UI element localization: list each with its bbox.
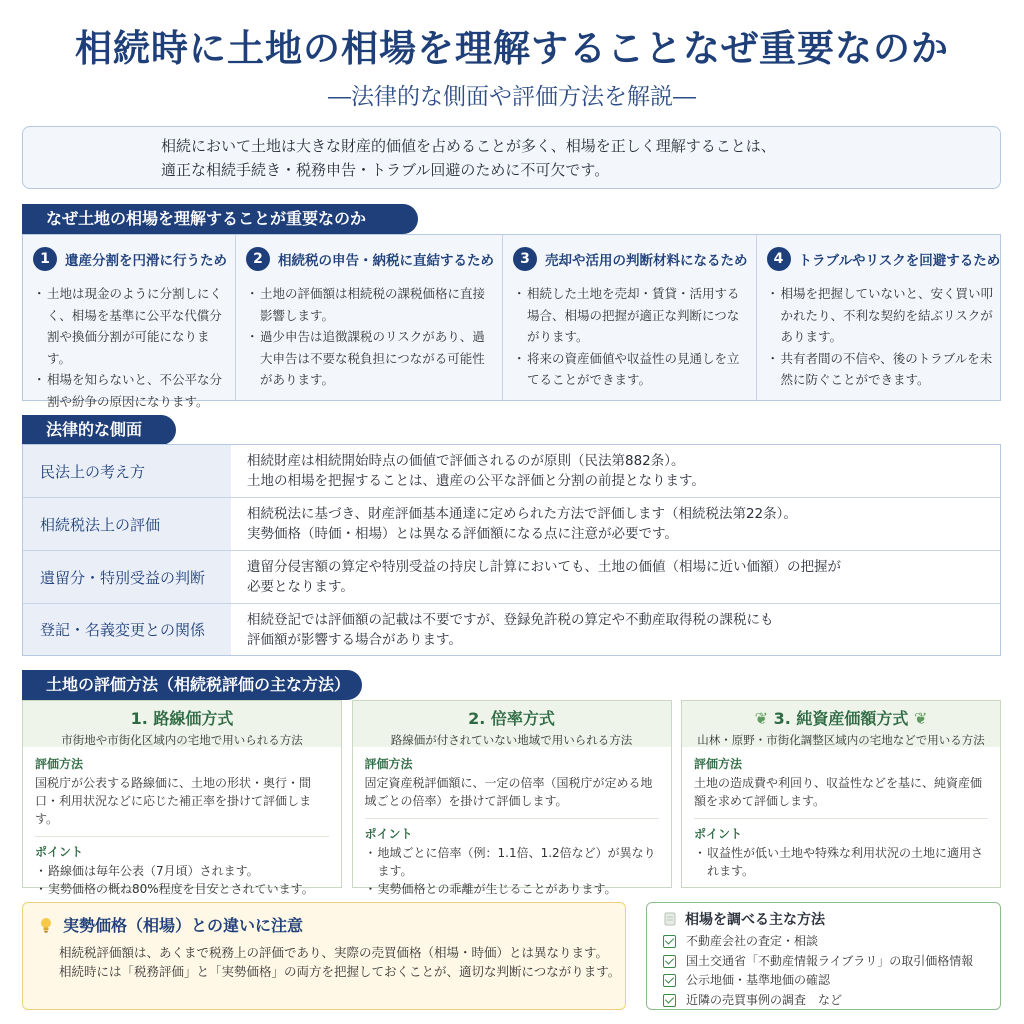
- list-item: ・ 共有者間の不信や、後のトラブルを未然に防ぐことができます。: [767, 348, 1001, 391]
- intro-box: [22, 126, 1001, 189]
- methods-panel: [22, 700, 1001, 896]
- list-item: ・ 土地は現金のように分割しにくく、相場を基準に公平な代償分割や換価分割が可能になります。: [33, 283, 227, 369]
- reason-card: [757, 235, 1009, 400]
- table-row: [23, 498, 1000, 551]
- point-label: ポイント: [364, 827, 413, 841]
- number-badge: 4: [767, 247, 791, 271]
- lightbulb-icon: [37, 916, 55, 934]
- checkbox-icon: [663, 994, 676, 1007]
- divider: [694, 818, 988, 819]
- list-item: ・ 土地の評価額は相続税の課税価格に直接影響します。: [246, 283, 494, 326]
- method-label: 評価方法: [364, 757, 413, 771]
- method-card: [681, 700, 1001, 888]
- number-badge: 1: [33, 247, 57, 271]
- reason-card: [503, 235, 757, 400]
- document-icon: [663, 912, 677, 926]
- reason-card: [23, 235, 236, 409]
- table-row: [23, 551, 1000, 604]
- checkbox-icon: [663, 955, 676, 968]
- number-badge: 3: [513, 247, 537, 271]
- row-text: 必要となります。: [247, 579, 354, 595]
- list-item: [663, 952, 1000, 972]
- row-label: 相続税法上の評価: [23, 498, 231, 550]
- method-label: 評価方法: [35, 757, 84, 771]
- list-item-text: 近隣の売買事例の調査 など: [686, 992, 843, 1007]
- method-subtitle: 市街地や市街化区域内の宅地で用いられる方法: [61, 733, 303, 747]
- table-row: [23, 604, 1000, 655]
- intro-line: 相続において土地は大きな財産的価値を占めることが多く、相場を正しく理解することは、: [161, 137, 776, 155]
- point-label: ポイント: [694, 827, 743, 841]
- howto-box: [646, 902, 1001, 1010]
- list-item: ・ 路線価は毎年公表（7月頃）されます。: [35, 862, 329, 880]
- list-item: ・ 実勢価格の概ね80%程度を目安とされています。: [35, 880, 329, 898]
- method-title: 3. 純資産価額方式: [773, 709, 909, 728]
- warning-box: [22, 902, 626, 1010]
- checkbox-icon: [663, 974, 676, 987]
- row-value: [231, 551, 1000, 603]
- reason-card: [236, 235, 503, 400]
- method-title: 1. 路線価方式: [130, 709, 234, 728]
- method-description: 固定資産税評価額に、一定の倍率（国税庁が定める地域ごとの倍率）を掛けて評価します。: [364, 776, 653, 808]
- divider: [35, 836, 329, 837]
- divider: [365, 818, 659, 819]
- method-subtitle: 路線価が付されていない地域で用いられる方法: [390, 733, 633, 747]
- intro-line: 適正な相続手続き・税務申告・トラブル回避のために不可欠です。: [161, 161, 610, 179]
- method-description: 国税庁が公表する路線価に、土地の形状・奥行・間口・利用状況などに応じた補正率を掛けて評価します。: [35, 776, 312, 826]
- legal-table: [22, 444, 1001, 656]
- section-heading-methods: 土地の評価方法（相続税評価の主な方法）: [22, 670, 362, 700]
- checkbox-icon: [663, 935, 676, 948]
- number-badge: 2: [246, 247, 270, 271]
- reason-title: トラブルやリスクを回避するため: [798, 253, 1001, 269]
- row-text: 評価額が影響する場合があります。: [247, 632, 462, 648]
- row-value: [231, 604, 1000, 655]
- row-text: 土地の相場を把握することは、遺産の公平な評価と分割の前提となります。: [247, 473, 705, 489]
- reason-title: 売却や活用の判断材料になるため: [545, 253, 748, 269]
- method-label: 評価方法: [694, 757, 743, 771]
- list-item: ・ 過少申告は追徴課税のリスクがあり、過大申告は不要な税負担につながる可能性があります。: [246, 326, 494, 391]
- row-label: 民法上の考え方: [23, 445, 231, 497]
- list-item: [663, 971, 1000, 991]
- row-text: 相続税法に基づき、財産評価基本通達に定められた方法で評価します（相続税法第22条）。: [247, 506, 797, 522]
- section-heading-why: なぜ土地の相場を理解することが重要なのか: [22, 204, 418, 234]
- point-label: ポイント: [35, 845, 84, 859]
- warning-text: 相続時には「税務評価」と「実勢価格」の両方を把握しておくことが、適切な判断につながります。: [59, 964, 621, 979]
- method-title-row: [682, 706, 1000, 729]
- row-label: 登記・名義変更との関係: [23, 604, 231, 655]
- list-item-text: 公示地価・基準地価の確認: [686, 973, 831, 987]
- row-text: 実勢価格（時価・相場）とは異なる評価額になる点に注意が必要です。: [247, 526, 678, 542]
- list-item: ・ 相続した土地を売却・賃貸・活用する場合、相場の把握が適正な判断につながります。: [513, 283, 748, 348]
- list-item-text: 不動産会社の査定・相談: [686, 934, 819, 948]
- list-item: ・ 相場を知らないと、不公平な分割や紛争の原因になります。: [33, 369, 227, 412]
- list-item: ・ 将来の資産価値や収益性の見通しを立てることができます。: [513, 348, 748, 391]
- leaf-icon: ❦: [913, 709, 928, 728]
- section-heading-legal: 法律的な側面: [22, 415, 176, 445]
- reason-title: 遺産分割を円滑に行うため: [65, 253, 227, 269]
- row-label: 遺留分・特別受益の判断: [23, 551, 231, 603]
- howto-title: 相場を調べる主な方法: [685, 912, 825, 928]
- list-item: [663, 991, 1000, 1011]
- list-item: ・ 実勢価格との乖離が生じることがあります。: [365, 880, 659, 898]
- row-value: [231, 498, 1000, 550]
- method-title: 2. 倍率方式: [468, 709, 555, 728]
- list-item: ・ 地域ごとに倍率（例：1.1倍、1.2倍など）が異なります。: [365, 844, 659, 880]
- row-text: 相続財産は相続開始時点の価値で評価されるのが原則（民法第882条）。: [247, 453, 685, 469]
- method-card: [22, 700, 342, 896]
- page-title: 相続時に土地の相場を理解することなぜ重要なのか: [75, 26, 949, 70]
- method-card: [352, 700, 672, 896]
- page-subtitle: ―法律的な側面や評価方法を解説―: [328, 84, 696, 110]
- leaf-icon: ❦: [754, 709, 769, 728]
- reasons-panel: [22, 234, 1001, 409]
- list-item-text: 国土交通省「不動産情報ライブラリ」の取引価格情報: [686, 953, 974, 968]
- method-subtitle: 山林・原野・市街化調整区域内の宅地などで用いる方法: [697, 733, 985, 747]
- warning-title: 実勢価格（相場）との違いに注意: [63, 916, 304, 935]
- list-item: ・ 収益性が低い土地や特殊な利用状況の土地に適用されます。: [694, 844, 988, 880]
- row-text: 遺留分侵害額の算定や特別受益の持戻し計算においても、土地の価値（相場に近い価額）の把握が: [247, 559, 841, 575]
- warning-text: 相続税評価額は、あくまで税務上の評価であり、実際の売買価格（相場・時価）とは異なります。: [59, 945, 609, 960]
- method-description: 土地の造成費や利回り、収益性などを基に、純資産価額を求めて評価します。: [694, 776, 983, 808]
- list-item: ・ 相場を把握していないと、安く買い叩かれたり、不利な契約を結ぶリスクがあります。: [767, 283, 1001, 348]
- table-row: [23, 445, 1000, 498]
- row-value: [231, 445, 1000, 497]
- list-item: [663, 932, 1000, 952]
- reason-title: 相続税の申告・納税に直結するため: [278, 253, 494, 269]
- row-text: 相続登記では評価額の記載は不要ですが、登録免許税の算定や不動産取得税の課税にも: [247, 612, 774, 628]
